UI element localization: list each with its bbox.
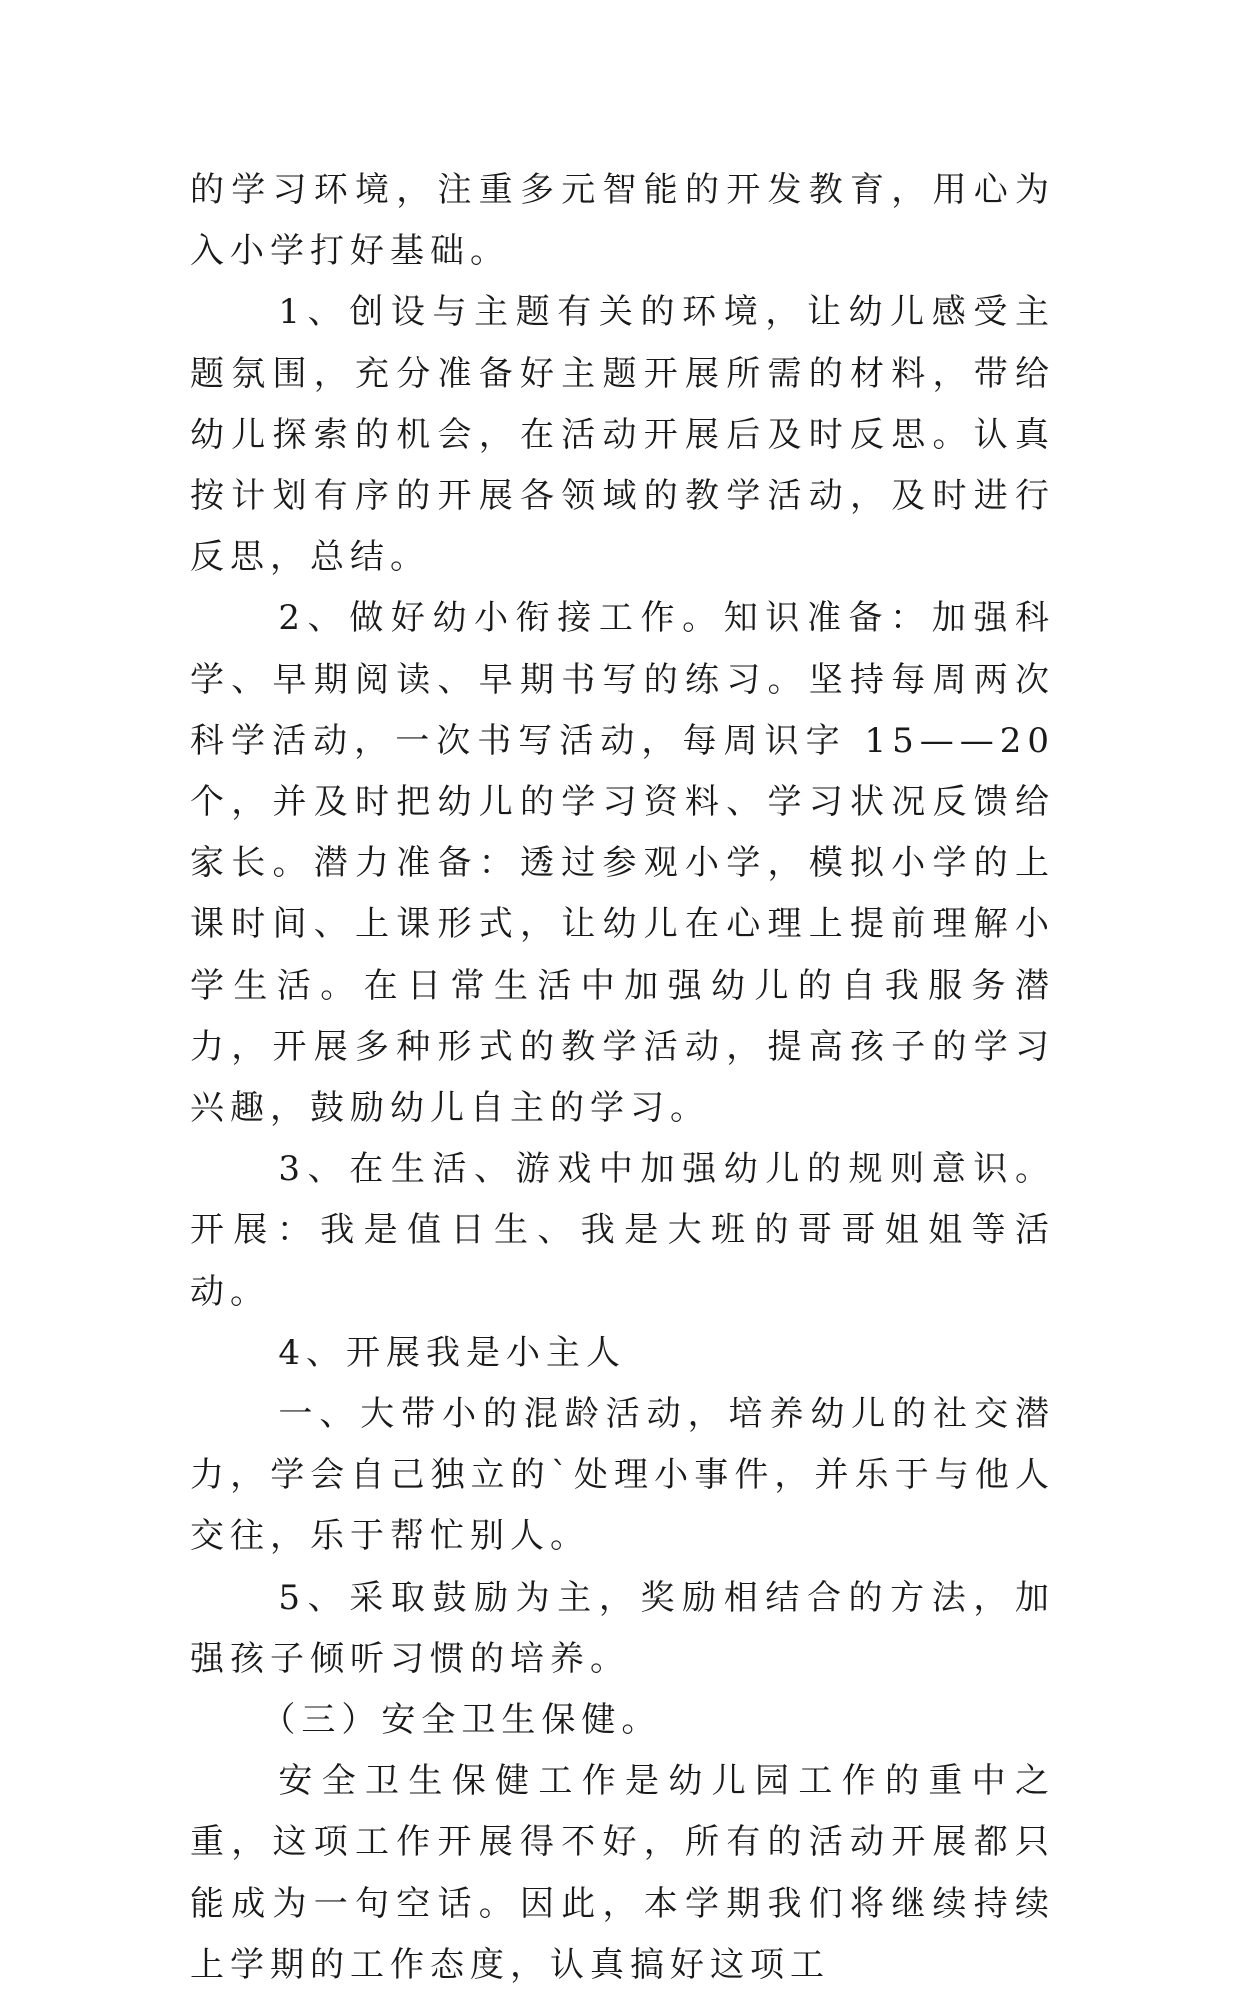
paragraph-item-1: 1、创设与主题有关的环境，让幼儿感受主题氛围，充分准备好主题开展所需的材料，带给幼儿探索的机会，在活动开展后及时反思。认真按计划有序的开展各领域的教学活动，及时进行反思，总结。 <box>190 292 1055 578</box>
paragraph-item-3: 3、在生活、游戏中加强幼儿的规则意识。开展：我是值日生、我是大班的哥哥姐姐等活动。 <box>190 1149 1055 1312</box>
section-heading-safety: （三）安全卫生保健。 <box>261 1700 662 1741</box>
document-body <box>190 160 1055 1996</box>
paragraph-safety-health: 安全卫生保健工作是幼儿园工作的重中之重，这项工作开展得不好，所有的活动开展都只能成为一句空话。因此，本学期我们将继续持续上学期的工作态度，认真搞好这项工 <box>190 1761 1055 1985</box>
paragraph-item-5: 5、采取鼓励为主，奖励相结合的方法，加强孩子倾听习惯的培养。 <box>190 1577 1055 1679</box>
paragraph-mixed-age-activity: 一、大带小的混龄活动，培养幼儿的社交潜力，学会自己独立的`处理小事件，并乐于与他人交往，乐于帮忙别人。 <box>190 1394 1055 1557</box>
paragraph-continuation: 的学习环境，注重多元智能的开发教育，用心为入小学打好基础。 <box>190 170 1055 272</box>
paragraph-item-4: 4、开展我是小主人 <box>278 1332 627 1373</box>
paragraph-item-2: 2、做好幼小衔接工作。知识准备：加强科学、早期阅读、早期书写的练习。坚持每周两次科学活动，一次书写活动，每周识字 15——20 个，并及时把幼儿的学习资料、学习状况反馈给家长。潜力准备：透过参观小学，模拟小学的上课时间、上课形式，让幼儿在心理上提前理解小学生活。在日常生活中加强幼儿的自我服务潜力，开展多种形式的教学活动，提高孩子的学习兴趣，鼓励幼儿自主的学习。 <box>190 598 1055 1129</box>
